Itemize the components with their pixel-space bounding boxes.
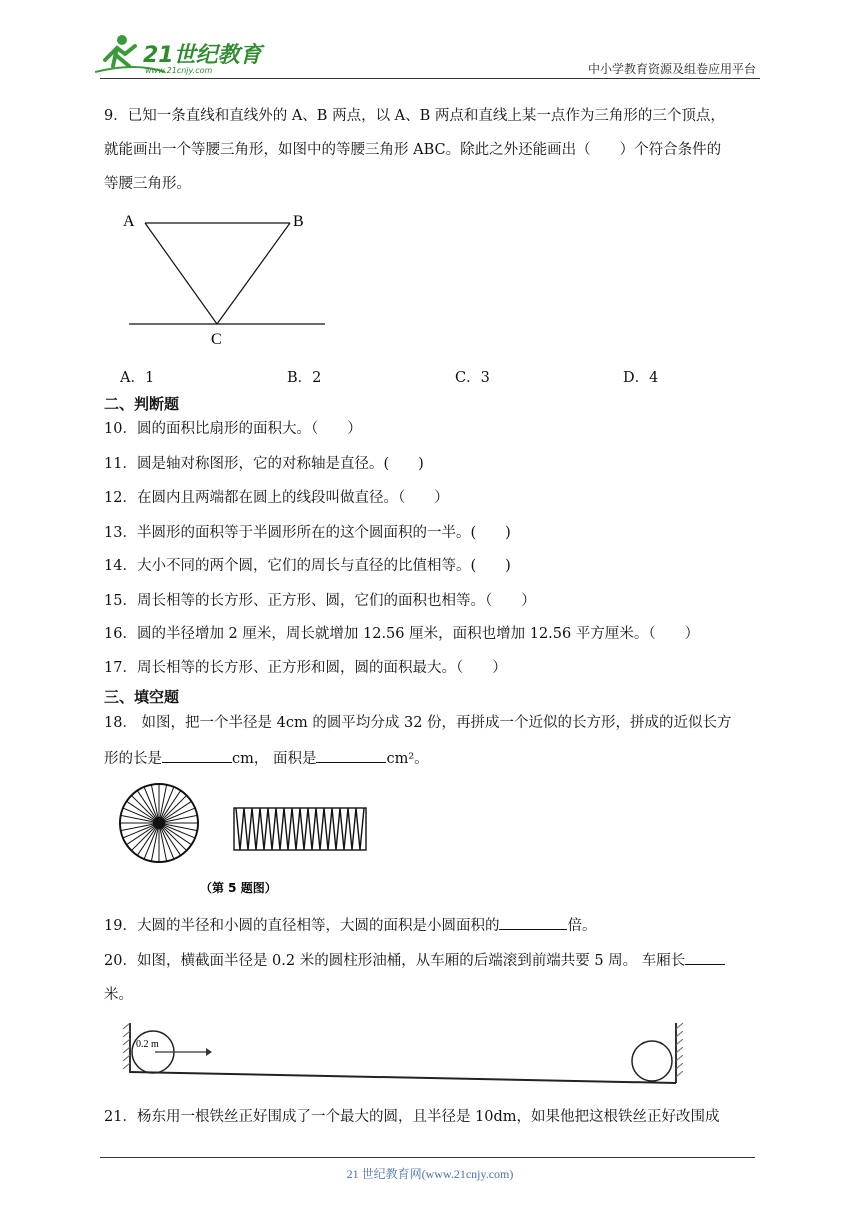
section3-title: 三、填空题 [104, 688, 180, 706]
option-d: D．4 [623, 370, 659, 386]
q15: 15．周长相等的长方形、正方形、圆，它们的面积也相等。（ ） [104, 593, 536, 609]
q18-caption: （第 5 题图） [200, 881, 277, 895]
radius-label: 0.2 m [136, 1039, 159, 1050]
q18-text-a: 形的长是 [104, 751, 162, 767]
label-c: C [211, 331, 222, 348]
q13: 13．半圆形的面积等于半圆形所在的这个圆面积的一半。( ) [104, 525, 511, 541]
q20-line2: 米。 [104, 987, 133, 1003]
q19-blank[interactable] [499, 915, 567, 930]
q18-text-c: cm²。 [386, 751, 429, 767]
footer-text: 21 世纪教育网(www.21cnjy.com) [346, 1167, 514, 1181]
q20-blank[interactable] [685, 950, 725, 965]
q9-line1: 9．已知一条直线和直线外的 A、B 两点，以 A、B 两点和直线上某一点作为三角形的三个顶点， [104, 108, 725, 124]
section2-title: 二、判断题 [104, 395, 180, 413]
q9-line2: 就能画出一个等腰三角形，如图中的等腰三角形 ABC。除此之外还能画出（ ）个符合条件的 [104, 142, 722, 158]
q12: 12．在圆内且两端都在圆上的线段叫做直径。（ ） [104, 490, 449, 506]
q19-text-b: 倍。 [567, 918, 597, 934]
q19-text-a: 19．大圆的半径和小圆的直径相等，大圆的面积是小圆面积的 [104, 918, 500, 934]
header-platform-text: 中小学教育资源及组卷应用平台 [587, 62, 756, 76]
zigzag-rectangle [234, 808, 366, 850]
left-wall-hatch [123, 1023, 130, 1069]
line-ac [145, 223, 217, 324]
site-logo [95, 32, 265, 78]
q21-line1: 21．杨东用一根铁丝正好围成了一个最大的圆，且半径是 10dm，如果他把这根铁丝正好改围成 [104, 1109, 720, 1125]
q18-blank-area[interactable] [316, 748, 386, 763]
q20-figure [120, 1015, 692, 1090]
q11: 11．圆是轴对称图形，它的对称轴是直径。( ) [104, 456, 424, 472]
option-c: C．3 [455, 370, 490, 386]
q18-text-b: cm， 面积是 [232, 751, 317, 767]
q18-figure [116, 780, 376, 900]
q18-line1: 18． 如图，把一个半径是 4cm 的圆平均分成 32 份，再拼成一个近似的长方形，拼成的近似长方 [104, 715, 732, 731]
q14: 14．大小不同的两个圆，它们的周长与直径的比值相等。( ) [104, 558, 511, 574]
q9-line3: 等腰三角形。 [104, 176, 191, 192]
q10: 10．圆的面积比扇形的面积大。（ ） [104, 421, 362, 437]
label-a: A [123, 213, 135, 230]
option-b: B．2 [287, 370, 322, 386]
q20-text-a: 20．如图，横截面半径是 0.2 米的圆柱形油桶，从车厢的后端滚到前端共要 5 周。 车厢长 [104, 953, 686, 969]
q17: 17．周长相等的长方形、正方形和圆，圆的面积最大。（ ） [104, 660, 507, 676]
option-a: A．1 [120, 370, 155, 386]
q18-blank-length[interactable] [162, 748, 232, 763]
q20-line1 [104, 950, 725, 972]
logo-brand-text: 21世纪教育 [143, 43, 262, 68]
truck-bed-floor [130, 1072, 676, 1083]
footer-divider [100, 1157, 755, 1158]
header-divider [100, 78, 760, 79]
triangle-figure [115, 208, 345, 353]
right-wall-hatch [676, 1023, 683, 1077]
barrel-end [632, 1041, 672, 1081]
q16: 16．圆的半径增加 2 厘米，周长就增加 12.56 厘米，面积也增加 12.56 平方厘米。（ ） [104, 626, 700, 642]
q18-line2 [104, 748, 429, 770]
line-bc [217, 223, 290, 324]
q19 [104, 915, 596, 937]
sector-circle [120, 784, 198, 862]
logo-url-text: www.21cnjy.com [145, 66, 213, 75]
label-b: B [293, 213, 304, 230]
